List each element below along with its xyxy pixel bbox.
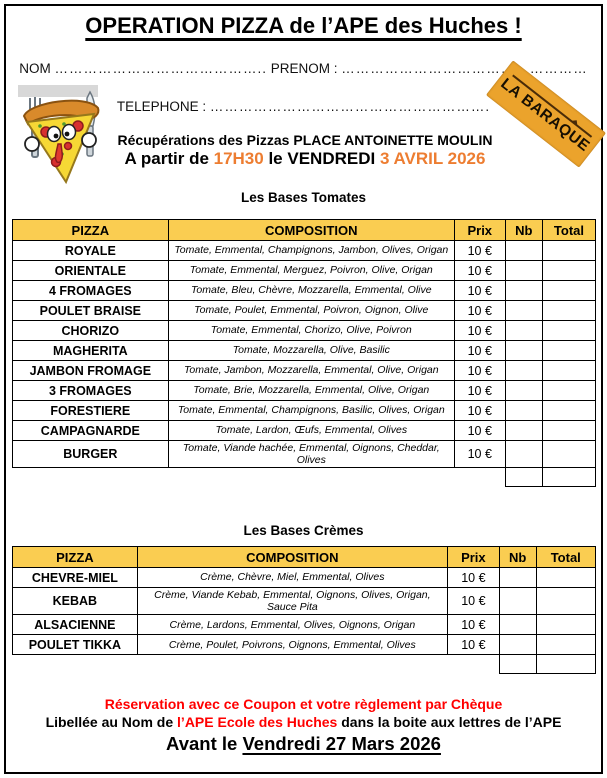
summary-row <box>13 655 596 674</box>
quantity-cell[interactable] <box>499 588 536 615</box>
telephone-label: TELEPHONE : <box>116 99 210 114</box>
pizza-row <box>13 301 596 321</box>
summary-total-cell[interactable] <box>536 655 595 674</box>
total-cell[interactable] <box>542 441 595 468</box>
column-header-prix: Prix <box>447 547 499 568</box>
pizza-name: ALSACIENNE <box>13 615 138 635</box>
pizza-name: MAGHERITA <box>13 341 169 361</box>
section-heading-tomates: Les Bases Tomates <box>240 190 367 205</box>
prenom-field[interactable]: …………………………………………… <box>341 61 588 76</box>
pizza-name: CAMPAGNARDE <box>13 421 169 441</box>
pizza-name: KEBAB <box>13 588 138 615</box>
pizza-price: 10 € <box>447 568 499 588</box>
total-cell[interactable] <box>542 341 595 361</box>
column-header-pizza: PIZZA <box>13 547 138 568</box>
pizza-row <box>13 588 596 615</box>
table-header-row <box>13 220 596 241</box>
pizza-price: 10 € <box>454 301 505 321</box>
quantity-cell[interactable] <box>505 361 542 381</box>
pizza-row <box>13 361 596 381</box>
quantity-cell[interactable] <box>505 301 542 321</box>
pizza-name: POULET TIKKA <box>13 635 138 655</box>
pizza-name: ORIENTALE <box>13 261 169 281</box>
pizza-name: FORESTIERE <box>13 401 169 421</box>
total-cell[interactable] <box>542 241 595 261</box>
quantity-cell[interactable] <box>499 568 536 588</box>
pizza-composition: Tomate, Lardon, Œufs, Emmental, Olives <box>168 421 454 441</box>
column-header-pizza: PIZZA <box>13 220 169 241</box>
summary-spacer <box>13 655 500 674</box>
column-header-composition: COMPOSITION <box>168 220 454 241</box>
pizza-price: 10 € <box>454 381 505 401</box>
pizza-composition: Tomate, Emmental, Chorizo, Olive, Poivron <box>168 321 454 341</box>
pizza-composition: Tomate, Emmental, Merguez, Poivron, Olive, Origan <box>168 261 454 281</box>
total-cell[interactable] <box>542 401 595 421</box>
quantity-cell[interactable] <box>505 421 542 441</box>
pizza-mascot-image <box>16 84 108 192</box>
summary-spacer <box>13 468 506 487</box>
pizza-price: 10 € <box>454 401 505 421</box>
section-heading-cremes: Les Bases Crèmes <box>243 523 364 538</box>
pizza-composition: Crème, Chèvre, Miel, Emmental, Olives <box>137 568 447 588</box>
pizza-composition: Tomate, Bleu, Chèvre, Mozzarella, Emmental, Olive <box>168 281 454 301</box>
telephone-field[interactable]: …………………………………………………. <box>209 99 491 114</box>
column-header-nb: Nb <box>499 547 536 568</box>
total-cell[interactable] <box>542 421 595 441</box>
pizza-price: 10 € <box>454 321 505 341</box>
pizza-price: 10 € <box>454 341 505 361</box>
column-header-total: Total <box>536 547 595 568</box>
pizza-row <box>13 635 596 655</box>
pizza-name: ROYALE <box>13 241 169 261</box>
pizza-price: 10 € <box>454 441 505 468</box>
total-cell[interactable] <box>542 381 595 401</box>
deadline-date: Vendredi 27 Mars 2026 <box>242 733 441 754</box>
cheque-instruction: Libellée au Nom de l’APE Ecole des Huches dans la boite aux lettres de l’APE <box>45 714 562 730</box>
pizza-row <box>13 241 596 261</box>
total-cell[interactable] <box>536 615 595 635</box>
pizza-row <box>13 401 596 421</box>
total-cell[interactable] <box>542 301 595 321</box>
pizza-price: 10 € <box>454 241 505 261</box>
total-cell[interactable] <box>536 588 595 615</box>
pizza-price: 10 € <box>454 261 505 281</box>
quantity-cell[interactable] <box>505 341 542 361</box>
pizza-composition: Tomate, Jambon, Mozzarella, Emmental, Olive, Origan <box>168 361 454 381</box>
pickup-location-line: Récupérations des Pizzas PLACE ANTOINETTE MOULIN <box>117 132 493 148</box>
pizza-name: 4 FROMAGES <box>13 281 169 301</box>
summary-quantity-cell[interactable] <box>505 468 542 487</box>
pizza-price: 10 € <box>447 615 499 635</box>
pizza-name: CHEVRE-MIEL <box>13 568 138 588</box>
pizza-composition: Crème, Poulet, Poivrons, Oignons, Emmental, Olives <box>137 635 447 655</box>
pizza-row <box>13 281 596 301</box>
column-header-prix: Prix <box>454 220 505 241</box>
pizza-price: 10 € <box>454 421 505 441</box>
pizza-price: 10 € <box>447 635 499 655</box>
pizza-row <box>13 421 596 441</box>
pizza-composition: Tomate, Brie, Mozzarella, Emmental, Olive, Origan <box>168 381 454 401</box>
pizza-row <box>13 341 596 361</box>
pizza-price: 10 € <box>454 281 505 301</box>
pizza-table-tomates <box>12 219 596 487</box>
total-cell[interactable] <box>542 281 595 301</box>
pizza-composition: Tomate, Emmental, Champignons, Jambon, Olives, Origan <box>168 241 454 261</box>
quantity-cell[interactable] <box>505 321 542 341</box>
quantity-cell[interactable] <box>505 241 542 261</box>
reservation-note: Réservation avec ce Coupon et votre règlement par Chèque <box>104 696 503 712</box>
pizza-table-cremes <box>12 546 596 674</box>
pizza-composition: Crème, Lardons, Emmental, Olives, Oignons, Origan <box>137 615 447 635</box>
pizza-row <box>13 261 596 281</box>
pizza-name: 3 FROMAGES <box>13 381 169 401</box>
summary-row <box>13 468 596 487</box>
pizza-row <box>13 441 596 468</box>
table-header-row <box>13 547 596 568</box>
pizza-composition: Tomate, Emmental, Champignons, Basilic, Olives, Origan <box>168 401 454 421</box>
nom-label: NOM <box>19 61 55 76</box>
pickup-time: 17H30 <box>213 149 264 168</box>
quantity-cell[interactable] <box>499 615 536 635</box>
summary-quantity-cell[interactable] <box>499 655 536 674</box>
total-cell[interactable] <box>542 321 595 341</box>
total-cell[interactable] <box>536 635 595 655</box>
total-cell[interactable] <box>542 361 595 381</box>
deadline-line: Avant le Vendredi 27 Mars 2026 <box>166 733 441 754</box>
quantity-cell[interactable] <box>505 401 542 421</box>
quantity-cell[interactable] <box>505 261 542 281</box>
nom-field[interactable]: …………………………………….. <box>54 61 267 76</box>
pizza-row <box>13 381 596 401</box>
payee-name: l’APE Ecole des Huches <box>177 714 338 730</box>
pizza-composition: Crème, Viande Kebab, Emmental, Oignons, Olives, Origan, Sauce Pita <box>137 588 447 615</box>
pickup-date: 3 AVRIL 2026 <box>379 149 486 168</box>
quantity-cell[interactable] <box>505 381 542 401</box>
summary-total-cell[interactable] <box>542 468 595 487</box>
pizza-composition: Tomate, Viande hachée, Emmental, Oignons, Cheddar, Olives <box>168 441 454 468</box>
page-title: OPERATION PIZZA de l’APE des Huches ! <box>85 13 522 38</box>
pizza-row <box>13 568 596 588</box>
pizza-composition: Tomate, Poulet, Emmental, Poivron, Oignon, Olive <box>168 301 454 321</box>
column-header-nb: Nb <box>505 220 542 241</box>
column-header-composition: COMPOSITION <box>137 547 447 568</box>
quantity-cell[interactable] <box>505 441 542 468</box>
la-baraque-stamp: LA BARAQUE <box>486 60 606 167</box>
pizza-composition: Tomate, Mozzarella, Olive, Basilic <box>168 341 454 361</box>
total-cell[interactable] <box>536 568 595 588</box>
pizza-name: POULET BRAISE <box>13 301 169 321</box>
pizza-price: 10 € <box>454 361 505 381</box>
pizza-name: JAMBON FROMAGE <box>13 361 169 381</box>
pizza-row <box>13 321 596 341</box>
pizza-name: BURGER <box>13 441 169 468</box>
quantity-cell[interactable] <box>499 635 536 655</box>
column-header-total: Total <box>542 220 595 241</box>
pizza-name: CHORIZO <box>13 321 169 341</box>
pickup-time-line: A partir de 17H30 le VENDREDI 3 AVRIL 2026 <box>124 149 486 168</box>
quantity-cell[interactable] <box>505 281 542 301</box>
pizza-price: 10 € <box>447 588 499 615</box>
total-cell[interactable] <box>542 261 595 281</box>
prenom-label: PRENOM : <box>267 61 342 76</box>
pizza-row <box>13 615 596 635</box>
